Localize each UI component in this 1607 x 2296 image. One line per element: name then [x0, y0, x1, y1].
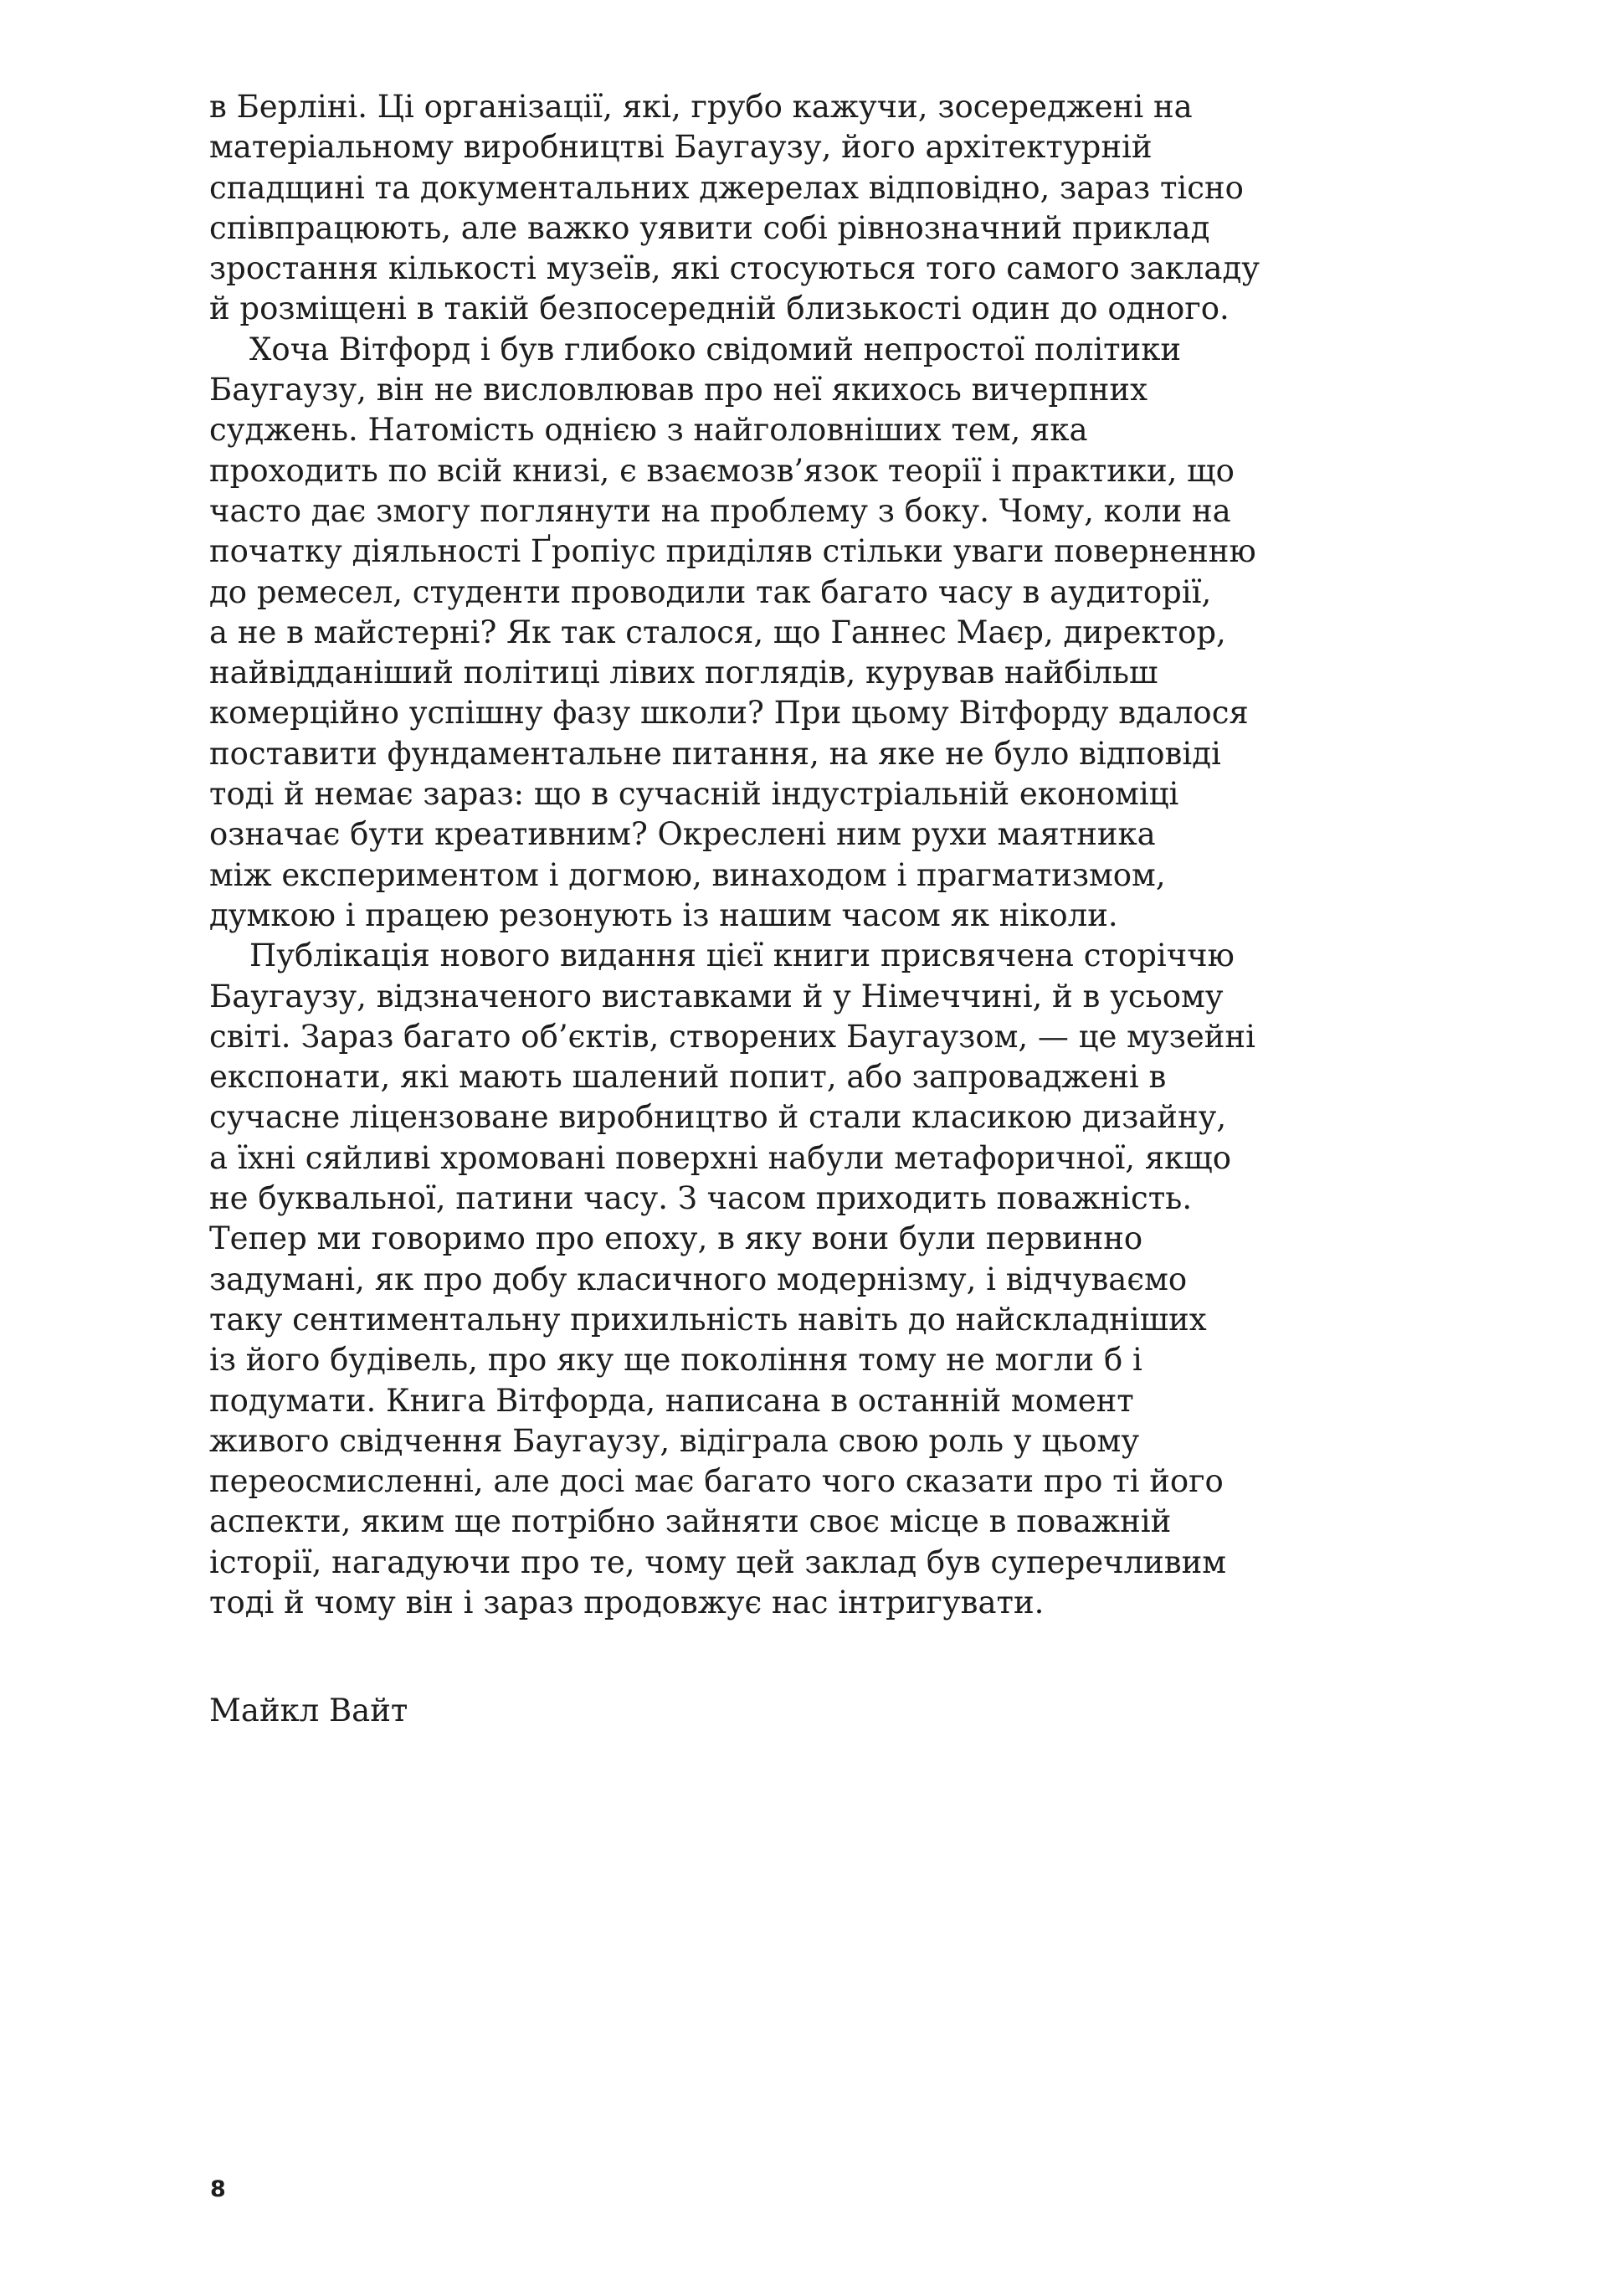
text-line: подумати. Книга Вітфорда, написана в останній момент — [209, 1382, 1134, 1419]
text-line: часто дає змогу поглянути на проблему з боку. Чому, коли на — [209, 492, 1231, 529]
text-line: задумані, як про добу класичного модернізму, і відчуваємо — [209, 1261, 1188, 1297]
text-line: між експериментом і догмою, винаходом і прагматизмом, — [209, 856, 1166, 893]
text-line: сучасне ліцензоване виробництво й стали класикою дизайну, — [209, 1099, 1227, 1136]
text-line: тоді й немає зараз: що в сучасній індустріальній економіці — [209, 776, 1179, 813]
text-line: поставити фундаментальне питання, на яке не було відповіді — [209, 735, 1221, 772]
text-line: не буквальної, патини часу. З часом приходить поважність. — [209, 1180, 1193, 1217]
paragraph-2 — [209, 330, 1322, 936]
page-number: 8 — [210, 2176, 226, 2202]
text-line: проходить по всій книзі, є взаємозв’язок теорії і практики, що — [209, 452, 1235, 489]
text-line: думкою і працею резонують із нашим часом як ніколи. — [209, 896, 1118, 933]
text-line: Баугаузу, відзначеного виставками й у Німеччині, й в усьому — [209, 978, 1224, 1014]
text-line: до ремесел, студенти проводили так багато часу в аудиторії, — [209, 573, 1212, 610]
text-line: в Берліні. Ці організації, які, грубо кажучи, зосереджені на — [209, 89, 1193, 125]
text-line: матеріальному виробництві Баугаузу, його архітектурній — [209, 129, 1153, 166]
text-line: Хоча Вітфорд і був глибоко свідомий непростої політики — [249, 331, 1182, 367]
text-line: початку діяльності Ґропіус приділяв стільки уваги поверненню — [209, 533, 1256, 570]
text-line: комерційно успішну фазу школи? При цьому Вітфорду вдалося — [209, 695, 1249, 732]
text-line: Публікація нового видання цієї книги присвячена сторіччю — [249, 937, 1235, 974]
text-line: світі. Зараз багато об’єктів, створених Баугаузом, — це музейні — [209, 1018, 1255, 1055]
text-line: переосмисленні, але досі має багато чого сказати про ті його — [209, 1463, 1224, 1500]
text-line: суджень. Натомість однією з найголовніших тем, яка — [209, 412, 1088, 449]
text-line: із його будівель, про яку ще покоління тому не могли б і — [209, 1342, 1142, 1379]
text-line: спадщині та документальних джерелах відповідно, зараз тісно — [209, 169, 1244, 206]
text-line: Баугаузу, він не висловлював про неї якихось вичерпних — [209, 372, 1147, 408]
text-line: а їхні сяйливі хромовані поверхні набули метафоричної, якщо — [209, 1139, 1231, 1176]
text-line: тоді й чому він і зараз продовжує нас інтригувати. — [209, 1584, 1045, 1621]
text-line: історії, нагадуючи про те, чому цей заклад був суперечливим — [209, 1544, 1227, 1580]
text-line: зростання кількості музеїв, які стосуються того самого закладу — [209, 250, 1260, 287]
body-text — [209, 87, 1322, 1623]
text-line: найвідданіший політиці лівих поглядів, курував найбільш — [209, 655, 1158, 691]
text-line: а не в майстерні? Як так сталося, що Ганнес Маєр, директор, — [209, 614, 1226, 650]
paragraph-3 — [209, 936, 1322, 1623]
author-signature: Майкл Вайт — [209, 1692, 408, 1728]
text-line: Тепер ми говоримо про епоху, в яку вони були первинно — [209, 1220, 1143, 1257]
text-line: й розміщені в такій безпосередній близькості один до одного. — [209, 290, 1230, 327]
text-line: живого свідчення Баугаузу, відіграла свою роль у цьому — [209, 1422, 1140, 1459]
text-line: означає бути креативним? Окреслені ним рухи маятника — [209, 816, 1156, 853]
text-line: співпрацюють, але важко уявити собі рівнозначний приклад — [209, 209, 1210, 246]
text-line: таку сентиментальну прихильність навіть до найскладніших — [209, 1301, 1207, 1338]
paragraph-1 — [209, 87, 1322, 330]
text-line: експонати, які мають шалений попит, або запроваджені в — [209, 1059, 1167, 1096]
text-line: аспекти, яким ще потрібно зайняти своє місце в поважній — [209, 1503, 1172, 1540]
